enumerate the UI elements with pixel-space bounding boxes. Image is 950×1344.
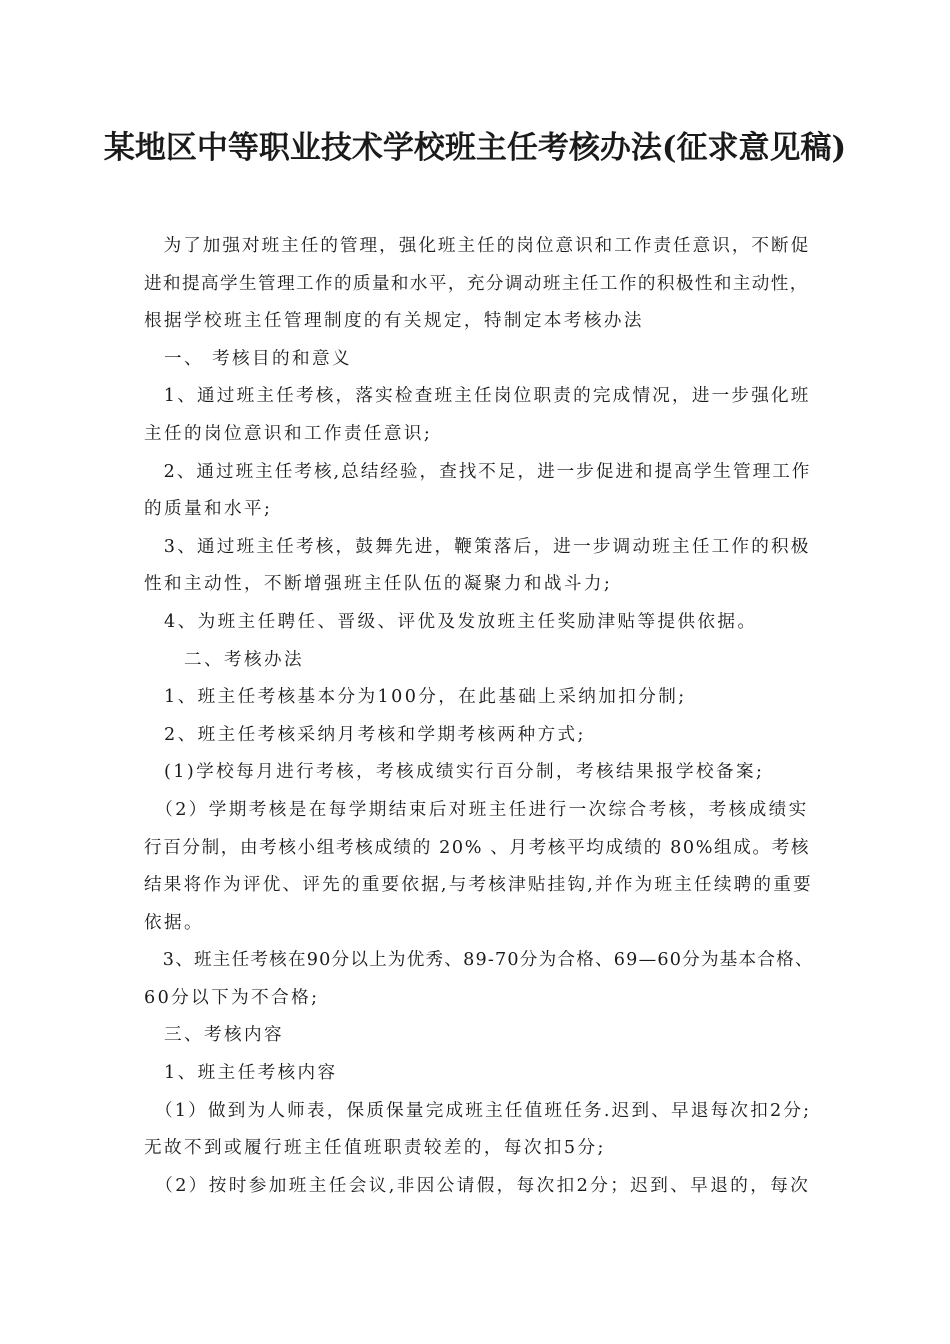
text-line: 1、通过班主任考核，落实检查班主任岗位职责的完成情况，进一步强化班 [144, 386, 811, 407]
text-line: 行百分制，由考核小组考核成绩的 20% 、月考核平均成绩的 80%组成。考核 [144, 837, 811, 858]
document-title: 某地区中等职业技术学校班主任考核办法(征求意见稿) [103, 130, 847, 166]
text-line: 3、班主任考核在90分以上为优秀、89-70分为合格、69—60分为基本合格、 [144, 950, 814, 971]
text-line: 三、考核内容 [144, 1025, 284, 1046]
text-line: 依据。 [144, 912, 204, 933]
text-line: (1)学校每月进行考核，考核成绩实行百分制，考核结果报学校备案; [144, 762, 765, 783]
text-line: 结果将作为评优、评先的重要依据,与考核津贴挂钩,并作为班主任续聘的重要 [144, 875, 813, 896]
text-line: 为了加强对班主任的管理，强化班主任的岗位意识和工作责任意识，不断促 [144, 236, 811, 256]
text-line: 的质量和水平; [144, 499, 273, 520]
text-line: 2、班主任考核采纳月考核和学期考核两种方式; [144, 724, 586, 745]
document-body [144, 228, 814, 1205]
text-line: 性和主动性，不断增强班主任队伍的凝聚力和战斗力; [144, 574, 613, 595]
text-line: 二、考核办法 [144, 649, 304, 670]
text-line: 根据学校班主任管理制度的有关规定，特制定本考核办法 [144, 311, 644, 332]
text-line: （2）学期考核是在每学期结束后对班主任进行一次综合考核，考核成绩实 [144, 799, 809, 820]
text-line: 进和提高学生管理工作的质量和水平，充分调动班主任工作的积极性和主动性， [144, 273, 809, 294]
text-line: 无故不到或履行班主任值班职责较差的，每次扣5分; [144, 1138, 606, 1159]
text-line: 1、班主任考核基本分为100分，在此基础上采纳加扣分制; [144, 687, 687, 708]
text-line: 主任的岗位意识和工作责任意识; [144, 423, 433, 444]
text-line: 4、为班主任聘任、晋级、评优及发放班主任奖励津贴等提供依据。 [144, 611, 758, 632]
text-line: 1、班主任考核内容 [144, 1063, 338, 1084]
text-line: 60分以下为不合格; [144, 987, 320, 1008]
text-line: 3、通过班主任考核，鼓舞先进，鞭策落后，进一步调动班主任工作的积极 [144, 536, 811, 557]
text-line: 一、 考核目的和意义 [144, 348, 352, 369]
text-line: 2、通过班主任考核,总结经验，查找不足，进一步促进和提高学生管理工作 [144, 461, 812, 482]
text-line: （1）做到为人师表，保质保量完成班主任值班任务.迟到、早退每次扣2分; [144, 1100, 812, 1121]
text-line: （2）按时参加班主任会议,非因公请假，每次扣2分；迟到、早退的，每次 [144, 1175, 811, 1196]
